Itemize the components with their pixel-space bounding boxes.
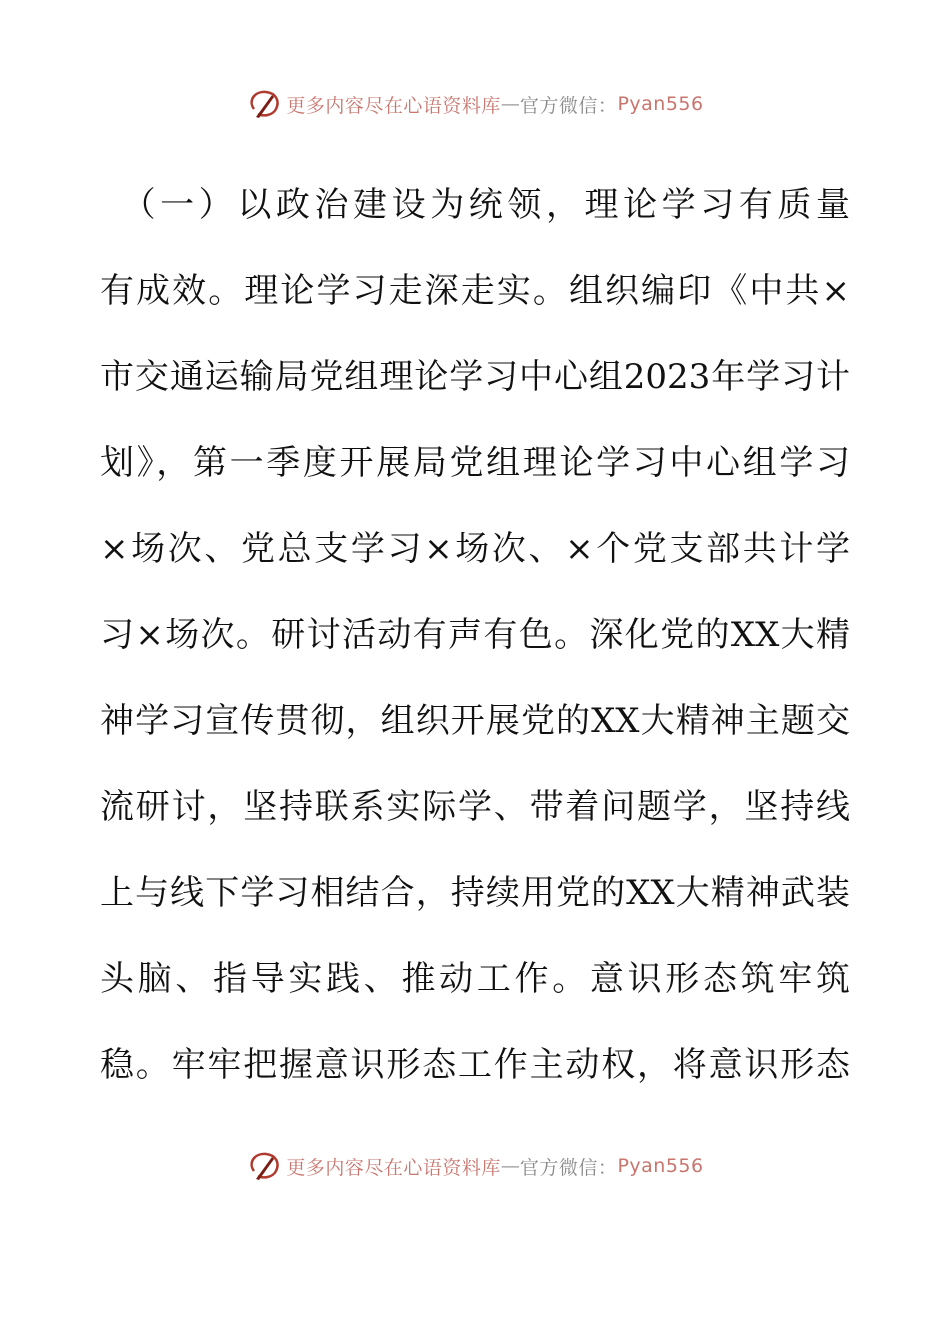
- body-line: 头脑、指导实践、推动工作。意识形态筑牢筑: [100, 959, 850, 999]
- watermark-site-name: 更多内容尽在心语资料库: [286, 1156, 501, 1179]
- watermark-header: [0, 84, 950, 124]
- watermark-dash: —: [500, 93, 520, 115]
- watermark-wechat-label: 官方微信：: [519, 94, 618, 117]
- quill-pen-logo-icon: [246, 87, 282, 121]
- watermark-wechat-id: Pyan556: [617, 93, 704, 115]
- watermark-wechat-label: 官方微信：: [519, 1156, 618, 1179]
- body-line: 市交通运输局党组理论学习中心组2023年学习计: [100, 357, 850, 397]
- body-line: 神学习宣传贯彻，组织开展党的XX大精神主题交: [100, 701, 850, 741]
- body-line: 流研讨，坚持联系实际学、带着问题学，坚持线: [100, 787, 850, 827]
- body-line: 划》，第一季度开展局党组理论学习中心组学习: [100, 443, 850, 483]
- watermark-wechat-id: Pyan556: [617, 1155, 704, 1177]
- body-line: ×场次、党总支学习×场次、×个党支部共计学: [100, 529, 850, 569]
- body-line: 稳。牢牢把握意识形态工作主动权，将意识形态: [100, 1045, 850, 1085]
- body-line: 习×场次。研讨活动有声有色。深化党的XX大精: [100, 615, 850, 655]
- watermark-footer: [0, 1146, 950, 1186]
- quill-pen-logo-icon: [246, 1149, 282, 1183]
- watermark-dash: —: [500, 1155, 520, 1177]
- body-line: 有成效。理论学习走深走实。组织编印《中共×: [100, 271, 850, 311]
- document-body: [100, 162, 850, 1108]
- body-line: （一）以政治建设为统领，理论学习有质量: [100, 185, 850, 225]
- body-line: 上与线下学习相结合，持续用党的XX大精神武装: [100, 873, 850, 913]
- watermark-site-name: 更多内容尽在心语资料库: [286, 94, 501, 117]
